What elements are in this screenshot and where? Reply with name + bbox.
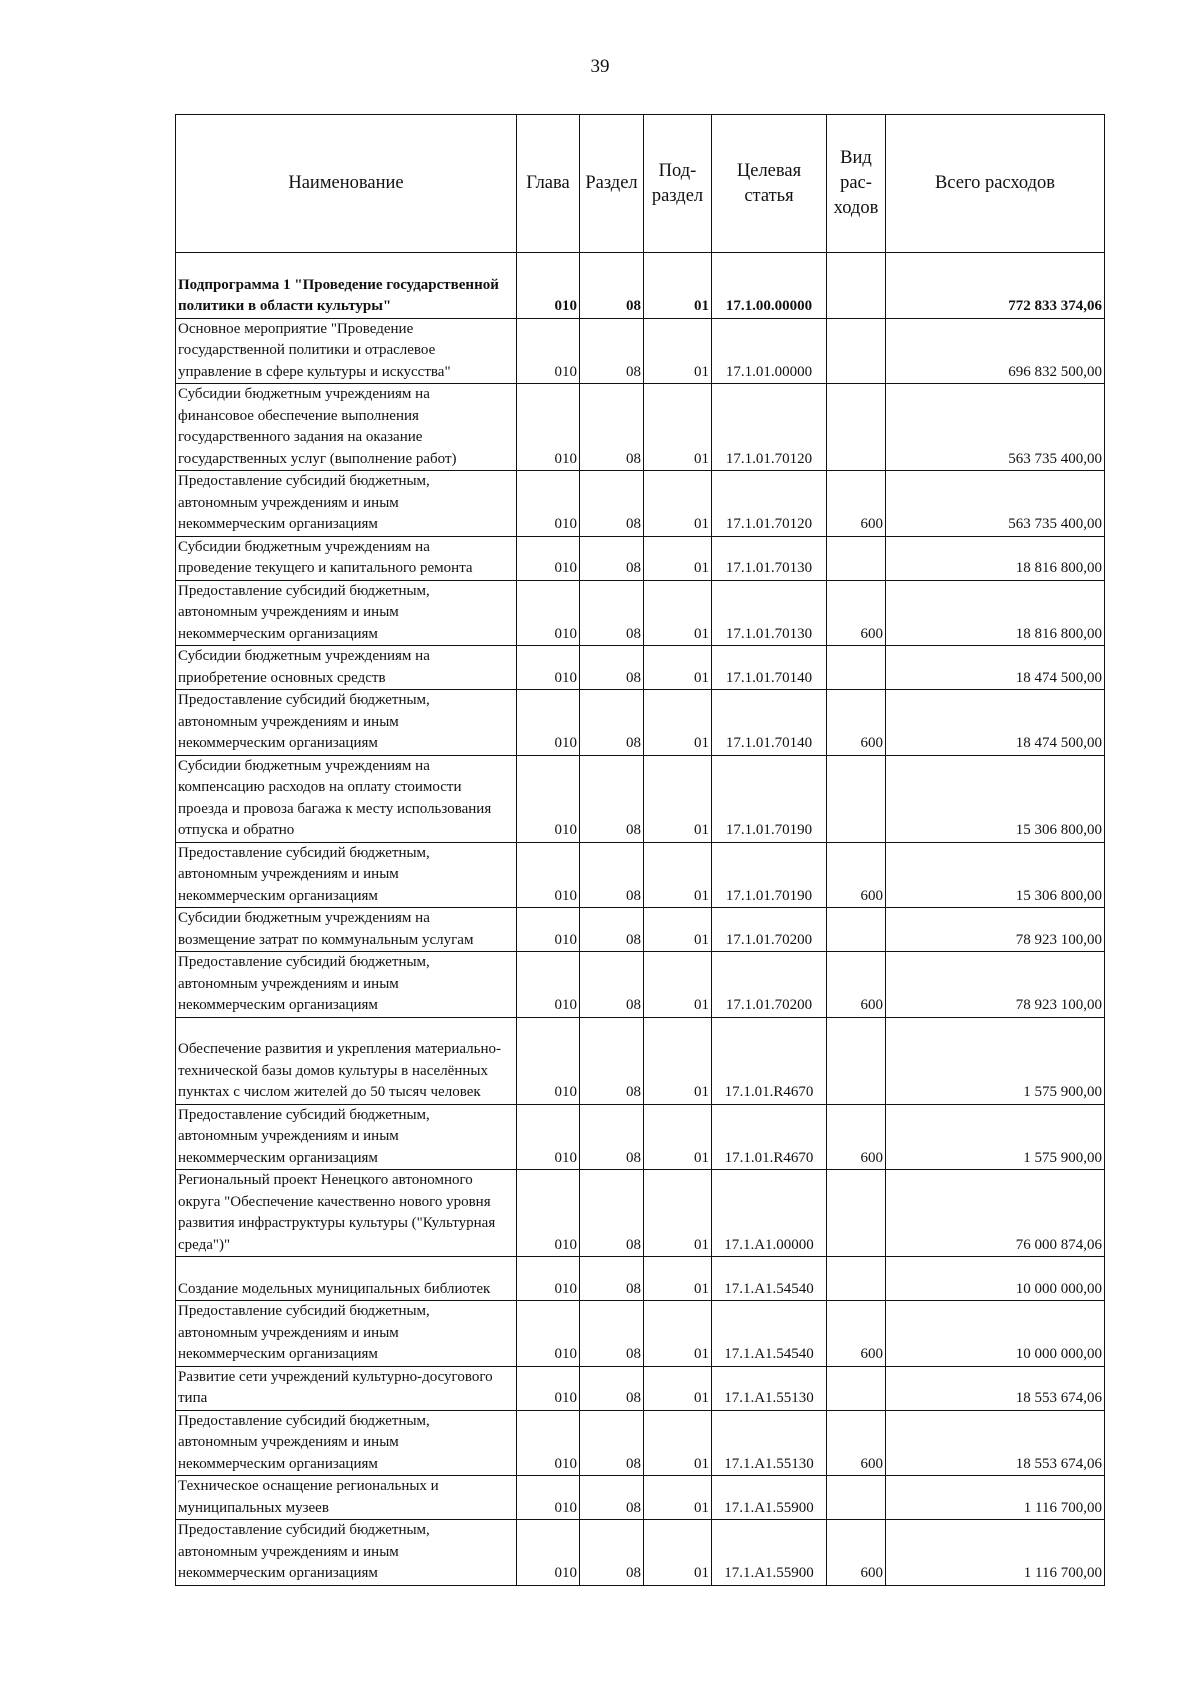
- row-vid-cell: 600: [827, 1301, 886, 1367]
- row-vid-cell: 600: [827, 580, 886, 646]
- row-podrazdel-cell: 01: [644, 690, 712, 756]
- row-celevaya-cell: 17.1.01.70200: [712, 908, 827, 952]
- table-row: [176, 952, 1105, 1018]
- table-row: [176, 1366, 1105, 1410]
- row-celevaya-cell: 17.1.01.70120: [712, 384, 827, 471]
- row-celevaya-cell: 17.1.01.70130: [712, 580, 827, 646]
- row-celevaya-cell: 17.1.01.70140: [712, 646, 827, 690]
- row-vsego-cell: 18 474 500,00: [886, 690, 1105, 756]
- row-name-cell: Субсидии бюджетным учреждениям на возмещение затрат по коммунальным услугам: [176, 908, 517, 952]
- row-vid-cell: [827, 536, 886, 580]
- table-row: [176, 536, 1105, 580]
- row-glava-cell: 010: [517, 952, 580, 1018]
- row-podrazdel-cell: 01: [644, 580, 712, 646]
- table-row: [176, 1410, 1105, 1476]
- row-vid-cell: 600: [827, 842, 886, 908]
- row-celevaya-cell: 17.1.A1.55130: [712, 1366, 827, 1410]
- row-name-cell: Субсидии бюджетным учреждениям на компенсацию расходов на оплату стоимости проезда и провоза багажа к месту использования отпуска и обратно: [176, 755, 517, 842]
- row-vid-cell: [827, 1017, 886, 1104]
- table-row: [176, 1017, 1105, 1104]
- row-razdel-cell: 08: [580, 318, 644, 384]
- row-name-cell: Предоставление субсидий бюджетным, автономным учреждениям и иным некоммерческим организациям: [176, 690, 517, 756]
- row-vsego-cell: 1 116 700,00: [886, 1520, 1105, 1586]
- table-row: [176, 1257, 1105, 1301]
- row-glava-cell: 010: [517, 536, 580, 580]
- header-vsego-rashodov: Всего расходов: [886, 115, 1105, 253]
- row-vid-cell: 600: [827, 1410, 886, 1476]
- row-vid-cell: [827, 1476, 886, 1520]
- row-vid-cell: [827, 1257, 886, 1301]
- row-vid-cell: [827, 646, 886, 690]
- row-celevaya-cell: 17.1.01.70130: [712, 536, 827, 580]
- row-name-cell: Субсидии бюджетным учреждениям на проведение текущего и капитального ремонта: [176, 536, 517, 580]
- row-glava-cell: 010: [517, 842, 580, 908]
- row-vid-cell: [827, 755, 886, 842]
- row-podrazdel-cell: 01: [644, 318, 712, 384]
- row-vid-cell: [827, 318, 886, 384]
- row-razdel-cell: 08: [580, 536, 644, 580]
- row-name-cell: Обеспечение развития и укрепления материально- технической базы домов культуры в населённых пунктах с числом жителей до 50 тысяч человек: [176, 1017, 517, 1104]
- header-vid-rashodov: Вид рас- ходов: [827, 115, 886, 253]
- row-celevaya-cell: 17.1.00.00000: [712, 253, 827, 319]
- table-row: [176, 842, 1105, 908]
- row-name-cell: Предоставление субсидий бюджетным, автономным учреждениям и иным некоммерческим организациям: [176, 471, 517, 537]
- row-celevaya-cell: 17.1.01.70190: [712, 755, 827, 842]
- row-name-cell: Создание модельных муниципальных библиотек: [176, 1257, 517, 1301]
- row-name-cell: Техническое оснащение региональных и муниципальных музеев: [176, 1476, 517, 1520]
- row-name-cell: Предоставление субсидий бюджетным, автономным учреждениям и иным некоммерческим организациям: [176, 842, 517, 908]
- row-glava-cell: 010: [517, 1301, 580, 1367]
- row-razdel-cell: 08: [580, 1476, 644, 1520]
- row-vsego-cell: 772 833 374,06: [886, 253, 1105, 319]
- row-podrazdel-cell: 01: [644, 646, 712, 690]
- row-podrazdel-cell: 01: [644, 842, 712, 908]
- row-vsego-cell: 18 474 500,00: [886, 646, 1105, 690]
- row-razdel-cell: 08: [580, 1170, 644, 1257]
- row-glava-cell: 010: [517, 1017, 580, 1104]
- row-podrazdel-cell: 01: [644, 908, 712, 952]
- row-celevaya-cell: 17.1.A1.54540: [712, 1301, 827, 1367]
- row-vid-cell: [827, 253, 886, 319]
- table-row: [176, 1301, 1105, 1367]
- row-vid-cell: 600: [827, 1520, 886, 1586]
- row-razdel-cell: 08: [580, 1017, 644, 1104]
- row-name-cell: Субсидии бюджетным учреждениям на приобретение основных средств: [176, 646, 517, 690]
- row-celevaya-cell: 17.1.01.R4670: [712, 1017, 827, 1104]
- row-razdel-cell: 08: [580, 1410, 644, 1476]
- row-vsego-cell: 1 116 700,00: [886, 1476, 1105, 1520]
- row-glava-cell: 010: [517, 1257, 580, 1301]
- row-vid-cell: 600: [827, 471, 886, 537]
- row-glava-cell: 010: [517, 1410, 580, 1476]
- row-razdel-cell: 08: [580, 471, 644, 537]
- row-razdel-cell: 08: [580, 952, 644, 1018]
- row-podrazdel-cell: 01: [644, 1520, 712, 1586]
- table-row: [176, 580, 1105, 646]
- row-celevaya-cell: 17.1.01.70140: [712, 690, 827, 756]
- row-glava-cell: 010: [517, 318, 580, 384]
- table-row: [176, 471, 1105, 537]
- row-razdel-cell: 08: [580, 908, 644, 952]
- table-row: [176, 690, 1105, 756]
- row-podrazdel-cell: 01: [644, 952, 712, 1018]
- row-vsego-cell: 78 923 100,00: [886, 952, 1105, 1018]
- row-vsego-cell: 15 306 800,00: [886, 755, 1105, 842]
- row-name-cell: Региональный проект Ненецкого автономного округа "Обеспечение качественно нового уровня развития инфраструктуры культуры ("Культурная среда")": [176, 1170, 517, 1257]
- row-razdel-cell: 08: [580, 1301, 644, 1367]
- row-vsego-cell: 1 575 900,00: [886, 1104, 1105, 1170]
- row-name-cell: Предоставление субсидий бюджетным, автономным учреждениям и иным некоммерческим организациям: [176, 952, 517, 1018]
- row-celevaya-cell: 17.1.01.70190: [712, 842, 827, 908]
- table-row: [176, 908, 1105, 952]
- row-podrazdel-cell: 01: [644, 1170, 712, 1257]
- row-glava-cell: 010: [517, 1170, 580, 1257]
- header-name: Наименование: [176, 115, 517, 253]
- row-glava-cell: 010: [517, 1366, 580, 1410]
- row-vsego-cell: 10 000 000,00: [886, 1257, 1105, 1301]
- row-razdel-cell: 08: [580, 1257, 644, 1301]
- row-celevaya-cell: 17.1.A1.55130: [712, 1410, 827, 1476]
- table-row: [176, 1476, 1105, 1520]
- row-podrazdel-cell: 01: [644, 384, 712, 471]
- row-podrazdel-cell: 01: [644, 1366, 712, 1410]
- row-podrazdel-cell: 01: [644, 253, 712, 319]
- row-glava-cell: 010: [517, 646, 580, 690]
- row-vsego-cell: 18 816 800,00: [886, 536, 1105, 580]
- row-razdel-cell: 08: [580, 1520, 644, 1586]
- row-vsego-cell: 18 816 800,00: [886, 580, 1105, 646]
- row-razdel-cell: 08: [580, 1104, 644, 1170]
- row-celevaya-cell: 17.1.A1.55900: [712, 1520, 827, 1586]
- row-glava-cell: 010: [517, 1476, 580, 1520]
- table-row: [176, 755, 1105, 842]
- row-podrazdel-cell: 01: [644, 755, 712, 842]
- row-celevaya-cell: 17.1.A1.54540: [712, 1257, 827, 1301]
- row-glava-cell: 010: [517, 1520, 580, 1586]
- row-vsego-cell: 18 553 674,06: [886, 1410, 1105, 1476]
- row-razdel-cell: 08: [580, 253, 644, 319]
- row-razdel-cell: 08: [580, 646, 644, 690]
- header-podrazdel: Под- раздел: [644, 115, 712, 253]
- row-podrazdel-cell: 01: [644, 1257, 712, 1301]
- row-vid-cell: 600: [827, 690, 886, 756]
- row-podrazdel-cell: 01: [644, 1410, 712, 1476]
- table-row: [176, 646, 1105, 690]
- row-podrazdel-cell: 01: [644, 1017, 712, 1104]
- row-name-cell: Предоставление субсидий бюджетным, автономным учреждениям и иным некоммерческим организациям: [176, 1301, 517, 1367]
- row-celevaya-cell: 17.1.A1.55900: [712, 1476, 827, 1520]
- row-razdel-cell: 08: [580, 755, 644, 842]
- row-name-cell: Предоставление субсидий бюджетным, автономным учреждениям и иным некоммерческим организациям: [176, 1410, 517, 1476]
- row-razdel-cell: 08: [580, 1366, 644, 1410]
- header-razdel: Раздел: [580, 115, 644, 253]
- table-row: [176, 1170, 1105, 1257]
- row-glava-cell: 010: [517, 580, 580, 646]
- row-vid-cell: [827, 384, 886, 471]
- row-glava-cell: 010: [517, 908, 580, 952]
- row-glava-cell: 010: [517, 384, 580, 471]
- row-glava-cell: 010: [517, 253, 580, 319]
- row-podrazdel-cell: 01: [644, 471, 712, 537]
- table-row: [176, 253, 1105, 319]
- row-name-cell: Развитие сети учреждений культурно-досугового типа: [176, 1366, 517, 1410]
- row-glava-cell: 010: [517, 755, 580, 842]
- row-celevaya-cell: 17.1.01.00000: [712, 318, 827, 384]
- row-name-cell: Предоставление субсидий бюджетным, автономным учреждениям и иным некоммерческим организациям: [176, 1520, 517, 1586]
- row-vid-cell: [827, 1366, 886, 1410]
- row-razdel-cell: 08: [580, 690, 644, 756]
- row-razdel-cell: 08: [580, 842, 644, 908]
- header-glava: Глава: [517, 115, 580, 253]
- row-name-cell: Подпрограмма 1 "Проведение государственной политики в области культуры": [176, 253, 517, 319]
- table-row: [176, 318, 1105, 384]
- row-vid-cell: 600: [827, 1104, 886, 1170]
- row-name-cell: Предоставление субсидий бюджетным, автономным учреждениям и иным некоммерческим организациям: [176, 1104, 517, 1170]
- row-razdel-cell: 08: [580, 580, 644, 646]
- row-vsego-cell: 10 000 000,00: [886, 1301, 1105, 1367]
- row-vsego-cell: 563 735 400,00: [886, 471, 1105, 537]
- row-celevaya-cell: 17.1.01.R4670: [712, 1104, 827, 1170]
- table-row: [176, 1104, 1105, 1170]
- row-podrazdel-cell: 01: [644, 1476, 712, 1520]
- row-celevaya-cell: 17.1.01.70200: [712, 952, 827, 1018]
- row-vid-cell: [827, 908, 886, 952]
- row-vsego-cell: 18 553 674,06: [886, 1366, 1105, 1410]
- row-vsego-cell: 563 735 400,00: [886, 384, 1105, 471]
- row-podrazdel-cell: 01: [644, 1104, 712, 1170]
- page-number: 39: [590, 56, 610, 77]
- row-vsego-cell: 1 575 900,00: [886, 1017, 1105, 1104]
- table-body: [176, 253, 1105, 1586]
- row-name-cell: Предоставление субсидий бюджетным, автономным учреждениям и иным некоммерческим организациям: [176, 580, 517, 646]
- row-vid-cell: 600: [827, 952, 886, 1018]
- row-vsego-cell: 78 923 100,00: [886, 908, 1105, 952]
- row-podrazdel-cell: 01: [644, 536, 712, 580]
- row-name-cell: Субсидии бюджетным учреждениям на финансовое обеспечение выполнения государственного задания на оказание государственных услуг (выполнение работ): [176, 384, 517, 471]
- row-vsego-cell: 76 000 874,06: [886, 1170, 1105, 1257]
- budget-table: [175, 114, 1105, 1586]
- table-row: [176, 384, 1105, 471]
- row-glava-cell: 010: [517, 1104, 580, 1170]
- row-vid-cell: [827, 1170, 886, 1257]
- header-celevaya-statya: Целевая статья: [712, 115, 827, 253]
- row-celevaya-cell: 17.1.A1.00000: [712, 1170, 827, 1257]
- row-vsego-cell: 696 832 500,00: [886, 318, 1105, 384]
- row-razdel-cell: 08: [580, 384, 644, 471]
- row-vsego-cell: 15 306 800,00: [886, 842, 1105, 908]
- row-glava-cell: 010: [517, 690, 580, 756]
- row-podrazdel-cell: 01: [644, 1301, 712, 1367]
- row-glava-cell: 010: [517, 471, 580, 537]
- row-name-cell: Основное мероприятие "Проведение государственной политики и отраслевое управление в сфере культуры и искусства": [176, 318, 517, 384]
- table-header: [176, 115, 1105, 253]
- table-row: [176, 1520, 1105, 1586]
- row-celevaya-cell: 17.1.01.70120: [712, 471, 827, 537]
